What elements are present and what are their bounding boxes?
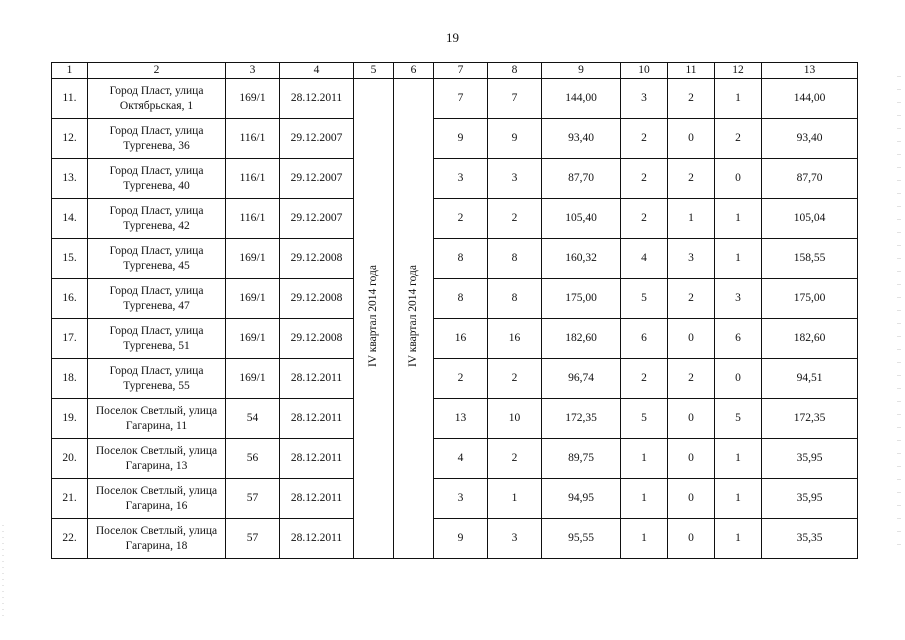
table-row <box>52 319 858 359</box>
page-number: 19 <box>446 30 459 45</box>
table-row <box>52 399 858 439</box>
address-line-1: Поселок Светлый, улица <box>95 484 218 497</box>
table-row <box>52 159 858 199</box>
doc-number-cell: 169/1 <box>226 319 280 359</box>
row-number-cell: 21. <box>52 479 88 519</box>
address-line-1: Город Пласт, улица <box>109 124 204 137</box>
header-cell: 3 <box>226 63 280 79</box>
value-cell: 9 <box>434 519 488 559</box>
address-line-2: Тургенева, 55 <box>123 379 190 392</box>
value-cell: 1 <box>715 519 762 559</box>
value-cell: 160,32 <box>542 239 621 279</box>
period-label: IV квартал 2014 года <box>367 264 379 368</box>
header-cell: 1 <box>52 63 88 79</box>
value-cell: 2 <box>488 359 542 399</box>
value-cell: 94,51 <box>762 359 858 399</box>
value-cell: 2 <box>434 199 488 239</box>
value-cell: 9 <box>488 119 542 159</box>
row-number-cell: 15. <box>52 239 88 279</box>
address-line-1: Поселок Светлый, улица <box>95 524 218 537</box>
doc-number-cell: 56 <box>226 439 280 479</box>
value-cell: 1 <box>621 479 668 519</box>
value-cell: 5 <box>715 399 762 439</box>
address-cell <box>88 279 226 319</box>
period-label: IV квартал 2014 года <box>407 264 419 368</box>
doc-number-cell: 169/1 <box>226 239 280 279</box>
address-cell <box>88 399 226 439</box>
doc-number-cell: 57 <box>226 519 280 559</box>
value-cell: 1 <box>715 439 762 479</box>
row-number-cell: 22. <box>52 519 88 559</box>
doc-date-cell: 28.12.2011 <box>280 519 354 559</box>
address-line-2: Октябрьская, 1 <box>119 99 194 112</box>
value-cell: 3 <box>621 79 668 119</box>
value-cell: 5 <box>621 399 668 439</box>
value-cell: 105,04 <box>762 199 858 239</box>
address-cell <box>88 79 226 119</box>
value-cell: 0 <box>715 359 762 399</box>
header-cell: 7 <box>434 63 488 79</box>
address-line-2: Гагарина, 11 <box>125 419 188 432</box>
data-table <box>51 62 858 559</box>
address-cell <box>88 239 226 279</box>
value-cell: 6 <box>621 319 668 359</box>
period-start-cell <box>354 79 394 559</box>
value-cell: 1 <box>715 479 762 519</box>
table-row <box>52 199 858 239</box>
doc-date-cell: 28.12.2011 <box>280 359 354 399</box>
doc-date-cell: 29.12.2007 <box>280 199 354 239</box>
doc-number-cell: 169/1 <box>226 279 280 319</box>
value-cell: 0 <box>668 479 715 519</box>
table-row <box>52 439 858 479</box>
row-number-cell: 13. <box>52 159 88 199</box>
doc-number-cell: 116/1 <box>226 119 280 159</box>
value-cell: 89,75 <box>542 439 621 479</box>
address-line-1: Поселок Светлый, улица <box>95 404 218 417</box>
value-cell: 16 <box>434 319 488 359</box>
address-cell <box>88 479 226 519</box>
address-line-1: Город Пласт, улица <box>109 204 204 217</box>
header-cell: 6 <box>394 63 434 79</box>
table-row <box>52 119 858 159</box>
value-cell: 1 <box>715 79 762 119</box>
value-cell: 3 <box>488 519 542 559</box>
doc-date-cell: 28.12.2011 <box>280 79 354 119</box>
value-cell: 0 <box>715 159 762 199</box>
header-cell: 4 <box>280 63 354 79</box>
value-cell: 8 <box>434 279 488 319</box>
table-row <box>52 519 858 559</box>
value-cell: 4 <box>621 239 668 279</box>
value-cell: 5 <box>621 279 668 319</box>
value-cell: 144,00 <box>542 79 621 119</box>
header-cell: 5 <box>354 63 394 79</box>
value-cell: 13 <box>434 399 488 439</box>
header-cell: 8 <box>488 63 542 79</box>
header-cell: 13 <box>762 63 858 79</box>
table-row <box>52 479 858 519</box>
scan-artifact <box>2 520 4 620</box>
value-cell: 2 <box>715 119 762 159</box>
doc-date-cell: 29.12.2007 <box>280 119 354 159</box>
value-cell: 8 <box>488 239 542 279</box>
doc-number-cell: 169/1 <box>226 79 280 119</box>
value-cell: 94,95 <box>542 479 621 519</box>
value-cell: 1 <box>715 199 762 239</box>
row-number-cell: 20. <box>52 439 88 479</box>
value-cell: 144,00 <box>762 79 858 119</box>
header-row <box>52 63 858 79</box>
header-cell: 2 <box>88 63 226 79</box>
value-cell: 93,40 <box>542 119 621 159</box>
doc-number-cell: 57 <box>226 479 280 519</box>
value-cell: 182,60 <box>762 319 858 359</box>
value-cell: 0 <box>668 439 715 479</box>
header-cell: 12 <box>715 63 762 79</box>
value-cell: 3 <box>668 239 715 279</box>
value-cell: 2 <box>621 159 668 199</box>
value-cell: 10 <box>488 399 542 439</box>
value-cell: 35,35 <box>762 519 858 559</box>
value-cell: 175,00 <box>542 279 621 319</box>
value-cell: 175,00 <box>762 279 858 319</box>
value-cell: 2 <box>668 159 715 199</box>
address-cell <box>88 119 226 159</box>
value-cell: 4 <box>434 439 488 479</box>
value-cell: 2 <box>668 79 715 119</box>
value-cell: 8 <box>488 279 542 319</box>
value-cell: 0 <box>668 519 715 559</box>
address-line-1: Город Пласт, улица <box>109 244 204 257</box>
value-cell: 182,60 <box>542 319 621 359</box>
value-cell: 2 <box>668 279 715 319</box>
address-line-2: Гагарина, 16 <box>125 499 188 512</box>
address-line-2: Тургенева, 40 <box>123 179 190 192</box>
row-number-cell: 11. <box>52 79 88 119</box>
row-number-cell: 16. <box>52 279 88 319</box>
value-cell: 2 <box>488 199 542 239</box>
table-row <box>52 79 858 119</box>
table-header <box>52 63 858 79</box>
address-line-2: Гагарина, 13 <box>125 459 188 472</box>
doc-date-cell: 29.12.2008 <box>280 279 354 319</box>
row-number-cell: 17. <box>52 319 88 359</box>
address-line-2: Тургенева, 45 <box>123 259 190 272</box>
row-number-cell: 19. <box>52 399 88 439</box>
value-cell: 7 <box>434 79 488 119</box>
value-cell: 0 <box>668 319 715 359</box>
table-row <box>52 359 858 399</box>
value-cell: 87,70 <box>762 159 858 199</box>
doc-date-cell: 29.12.2008 <box>280 319 354 359</box>
value-cell: 35,95 <box>762 439 858 479</box>
doc-date-cell: 28.12.2011 <box>280 479 354 519</box>
doc-number-cell: 116/1 <box>226 199 280 239</box>
value-cell: 3 <box>488 159 542 199</box>
doc-number-cell: 169/1 <box>226 359 280 399</box>
table-row <box>52 279 858 319</box>
value-cell: 6 <box>715 319 762 359</box>
value-cell: 9 <box>434 119 488 159</box>
value-cell: 1 <box>668 199 715 239</box>
doc-date-cell: 29.12.2007 <box>280 159 354 199</box>
address-line-2: Тургенева, 36 <box>123 139 190 152</box>
address-cell <box>88 319 226 359</box>
value-cell: 96,74 <box>542 359 621 399</box>
value-cell: 2 <box>621 199 668 239</box>
value-cell: 1 <box>715 239 762 279</box>
doc-number-cell: 54 <box>226 399 280 439</box>
value-cell: 95,55 <box>542 519 621 559</box>
value-cell: 2 <box>434 359 488 399</box>
value-cell: 7 <box>488 79 542 119</box>
address-cell <box>88 159 226 199</box>
address-line-2: Тургенева, 47 <box>123 299 190 312</box>
table-body <box>52 79 858 559</box>
value-cell: 1 <box>621 519 668 559</box>
header-cell: 9 <box>542 63 621 79</box>
doc-date-cell: 28.12.2011 <box>280 439 354 479</box>
value-cell: 2 <box>668 359 715 399</box>
doc-date-cell: 29.12.2008 <box>280 239 354 279</box>
address-line-1: Город Пласт, улица <box>109 164 204 177</box>
value-cell: 172,35 <box>762 399 858 439</box>
header-cell: 11 <box>668 63 715 79</box>
value-cell: 1 <box>488 479 542 519</box>
row-number-cell: 18. <box>52 359 88 399</box>
value-cell: 3 <box>434 479 488 519</box>
address-line-2: Гагарина, 18 <box>125 539 188 552</box>
scan-artifact <box>897 70 901 550</box>
doc-date-cell: 28.12.2011 <box>280 399 354 439</box>
address-cell <box>88 439 226 479</box>
table-row <box>52 239 858 279</box>
address-cell <box>88 359 226 399</box>
address-line-1: Город Пласт, улица <box>109 284 204 297</box>
value-cell: 35,95 <box>762 479 858 519</box>
value-cell: 8 <box>434 239 488 279</box>
value-cell: 3 <box>715 279 762 319</box>
address-line-1: Город Пласт, улица <box>109 84 204 97</box>
value-cell: 2 <box>488 439 542 479</box>
value-cell: 158,55 <box>762 239 858 279</box>
header-cell: 10 <box>621 63 668 79</box>
value-cell: 93,40 <box>762 119 858 159</box>
value-cell: 172,35 <box>542 399 621 439</box>
address-line-2: Тургенева, 42 <box>123 219 190 232</box>
address-line-1: Поселок Светлый, улица <box>95 444 218 457</box>
value-cell: 0 <box>668 399 715 439</box>
doc-number-cell: 116/1 <box>226 159 280 199</box>
value-cell: 2 <box>621 359 668 399</box>
period-end-cell <box>394 79 434 559</box>
row-number-cell: 14. <box>52 199 88 239</box>
value-cell: 2 <box>621 119 668 159</box>
value-cell: 105,40 <box>542 199 621 239</box>
row-number-cell: 12. <box>52 119 88 159</box>
value-cell: 0 <box>668 119 715 159</box>
value-cell: 1 <box>621 439 668 479</box>
value-cell: 87,70 <box>542 159 621 199</box>
address-line-2: Тургенева, 51 <box>123 339 190 352</box>
address-line-1: Город Пласт, улица <box>109 364 204 377</box>
value-cell: 3 <box>434 159 488 199</box>
address-cell <box>88 519 226 559</box>
address-line-1: Город Пласт, улица <box>109 324 204 337</box>
value-cell: 16 <box>488 319 542 359</box>
address-cell <box>88 199 226 239</box>
